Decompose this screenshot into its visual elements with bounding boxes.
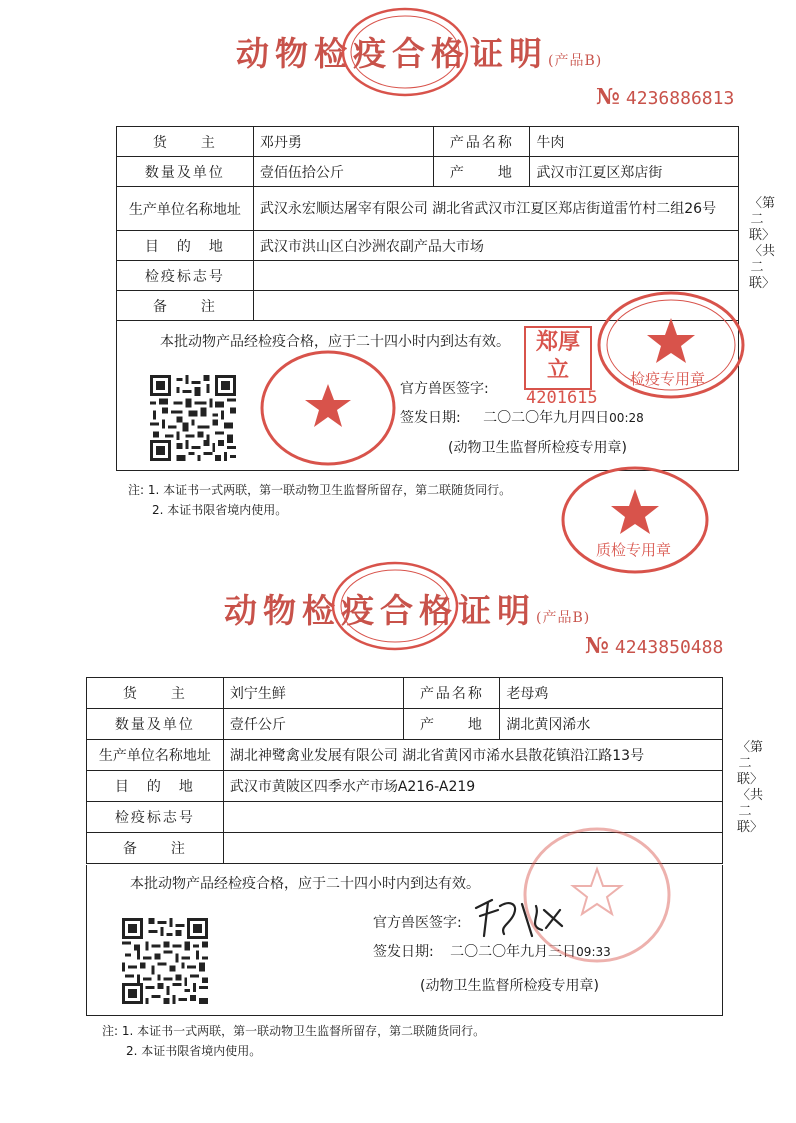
issue-date-value: 二〇二〇年九月三日 [450, 944, 577, 960]
quantity-value: 壹佰伍拾公斤 [253, 157, 434, 187]
table-row [87, 802, 723, 833]
faded-round-seal [522, 825, 672, 965]
title-watermark-seal [330, 560, 460, 652]
validity-statement: 本批动物产品经检疫合格，应于二十四小时内到达有效。 [160, 334, 510, 350]
quarantine-seal-text: 检疫专用章 [630, 370, 706, 388]
table-row [87, 678, 723, 709]
authority-note: (动物卫生监督所检疫专用章) [420, 978, 599, 994]
table-row [117, 127, 739, 157]
origin-value: 湖北黄冈浠水 [500, 709, 723, 740]
qr-code [122, 918, 208, 1004]
origin-label: 产 地 [434, 157, 530, 187]
table-row [87, 771, 723, 802]
owner-label: 货 主 [87, 678, 224, 709]
certificate-subtitle: (产品B) [536, 610, 591, 626]
origin-label: 产 地 [404, 709, 500, 740]
quantity-label: 数量及单位 [117, 157, 254, 187]
footnotes [128, 480, 511, 520]
quarantine-seal [596, 290, 746, 400]
quarantine-mark-label: 检疫标志号 [87, 802, 224, 833]
destination-label: 目 的 地 [87, 771, 224, 802]
footnote-1: 注: 1. 本证书一式两联，第一联动物卫生监督所留存，第二联随货同行。 [102, 1024, 486, 1038]
issue-time-value: 09:33 [576, 945, 611, 959]
certificate-subtitle: (产品B) [548, 53, 603, 69]
table-row [117, 187, 739, 231]
authority-note: (动物卫生监督所检疫专用章) [448, 440, 627, 456]
destination-label: 目 的 地 [117, 231, 254, 261]
origin-value: 武汉市江夏区郑店街 [530, 157, 739, 187]
quarantine-mark-label: 检疫标志号 [117, 261, 254, 291]
product-name-value: 牛肉 [530, 127, 739, 157]
producer-label: 生产单位名称地址 [87, 740, 224, 771]
producer-value: 湖北神鹭禽业发展有限公司 湖北省黄冈市浠水县散花镇沿江路13号 [223, 740, 722, 771]
table-row [87, 709, 723, 740]
number-mark: № [596, 84, 620, 110]
number-mark: № [585, 633, 609, 659]
quantity-label: 数量及单位 [87, 709, 224, 740]
certificate-body [86, 865, 723, 1016]
destination-value: 武汉市洪山区白沙洲农副产品大市场 [253, 231, 738, 261]
footnote-2: 2. 本证书限省境内使用。 [126, 1044, 262, 1058]
footnotes [102, 1021, 485, 1061]
certificate-number: № 4236886813 [596, 84, 735, 110]
issue-date-label: 签发日期: [400, 410, 461, 426]
issue-date [373, 941, 611, 961]
issue-time-value: 00:28 [609, 411, 644, 425]
producer-value: 武汉永宏顺达屠宰有限公司 湖北省武汉市江夏区郑店街道雷竹村二组26号 [253, 187, 738, 231]
table-row [117, 261, 739, 291]
owner-value: 刘宁生鲜 [223, 678, 404, 709]
footnote-1: 注: 1. 本证书一式两联，第一联动物卫生监督所留存，第二联随货同行。 [128, 483, 512, 497]
copy-indicator: 〈第二联〉〈共二联〉 [749, 196, 776, 291]
certificate-1 [0, 0, 796, 559]
producer-label: 生产单位名称地址 [117, 187, 254, 231]
title-watermark-seal [340, 6, 470, 98]
copy-indicator: 〈第二联〉〈共二联〉 [737, 740, 764, 835]
certificate-table [86, 677, 723, 864]
vet-signature-label: 官方兽医签字: [400, 381, 489, 397]
product-name-label: 产品名称 [404, 678, 500, 709]
vet-handwritten-signature [470, 896, 566, 942]
issue-date-label: 签发日期: [373, 944, 434, 960]
product-name-label: 产品名称 [434, 127, 530, 157]
footnote-2: 2. 本证书限省境内使用。 [152, 503, 288, 517]
vet-name-stamp: 郑厚立 4201615 [524, 326, 592, 390]
validity-statement: 本批动物产品经检疫合格，应于二十四小时内到达有效。 [130, 876, 480, 892]
quality-seal-text: 质检专用章 [596, 541, 672, 559]
owner-value: 邓丹勇 [253, 127, 434, 157]
vet-signature-label: 官方兽医签字: [373, 915, 462, 931]
remarks-value [223, 833, 722, 864]
certificate-title: 动物检疫合格证明(产品B) [224, 591, 591, 630]
quantity-value: 壹仟公斤 [223, 709, 404, 740]
quarantine-mark-value [223, 802, 722, 833]
remarks-label: 备 注 [117, 291, 254, 321]
destination-value: 武汉市黄陂区四季水产市场A216-A219 [223, 771, 722, 802]
certificate-title: 动物检疫合格证明(产品B) [236, 34, 603, 73]
owner-label: 货 主 [117, 127, 254, 157]
table-row [87, 833, 723, 864]
issue-date-value: 二〇二〇年九月四日 [483, 410, 610, 426]
institution-round-seal [258, 348, 398, 468]
quality-seal [560, 465, 710, 575]
certificate-number: № 4243850488 [585, 633, 724, 659]
product-name-value: 老母鸡 [500, 678, 723, 709]
qr-code [150, 375, 236, 461]
issue-date [400, 407, 644, 427]
table-row [117, 231, 739, 261]
table-row [117, 157, 739, 187]
remarks-label: 备 注 [87, 833, 224, 864]
table-row [87, 740, 723, 771]
quarantine-mark-value [253, 261, 738, 291]
